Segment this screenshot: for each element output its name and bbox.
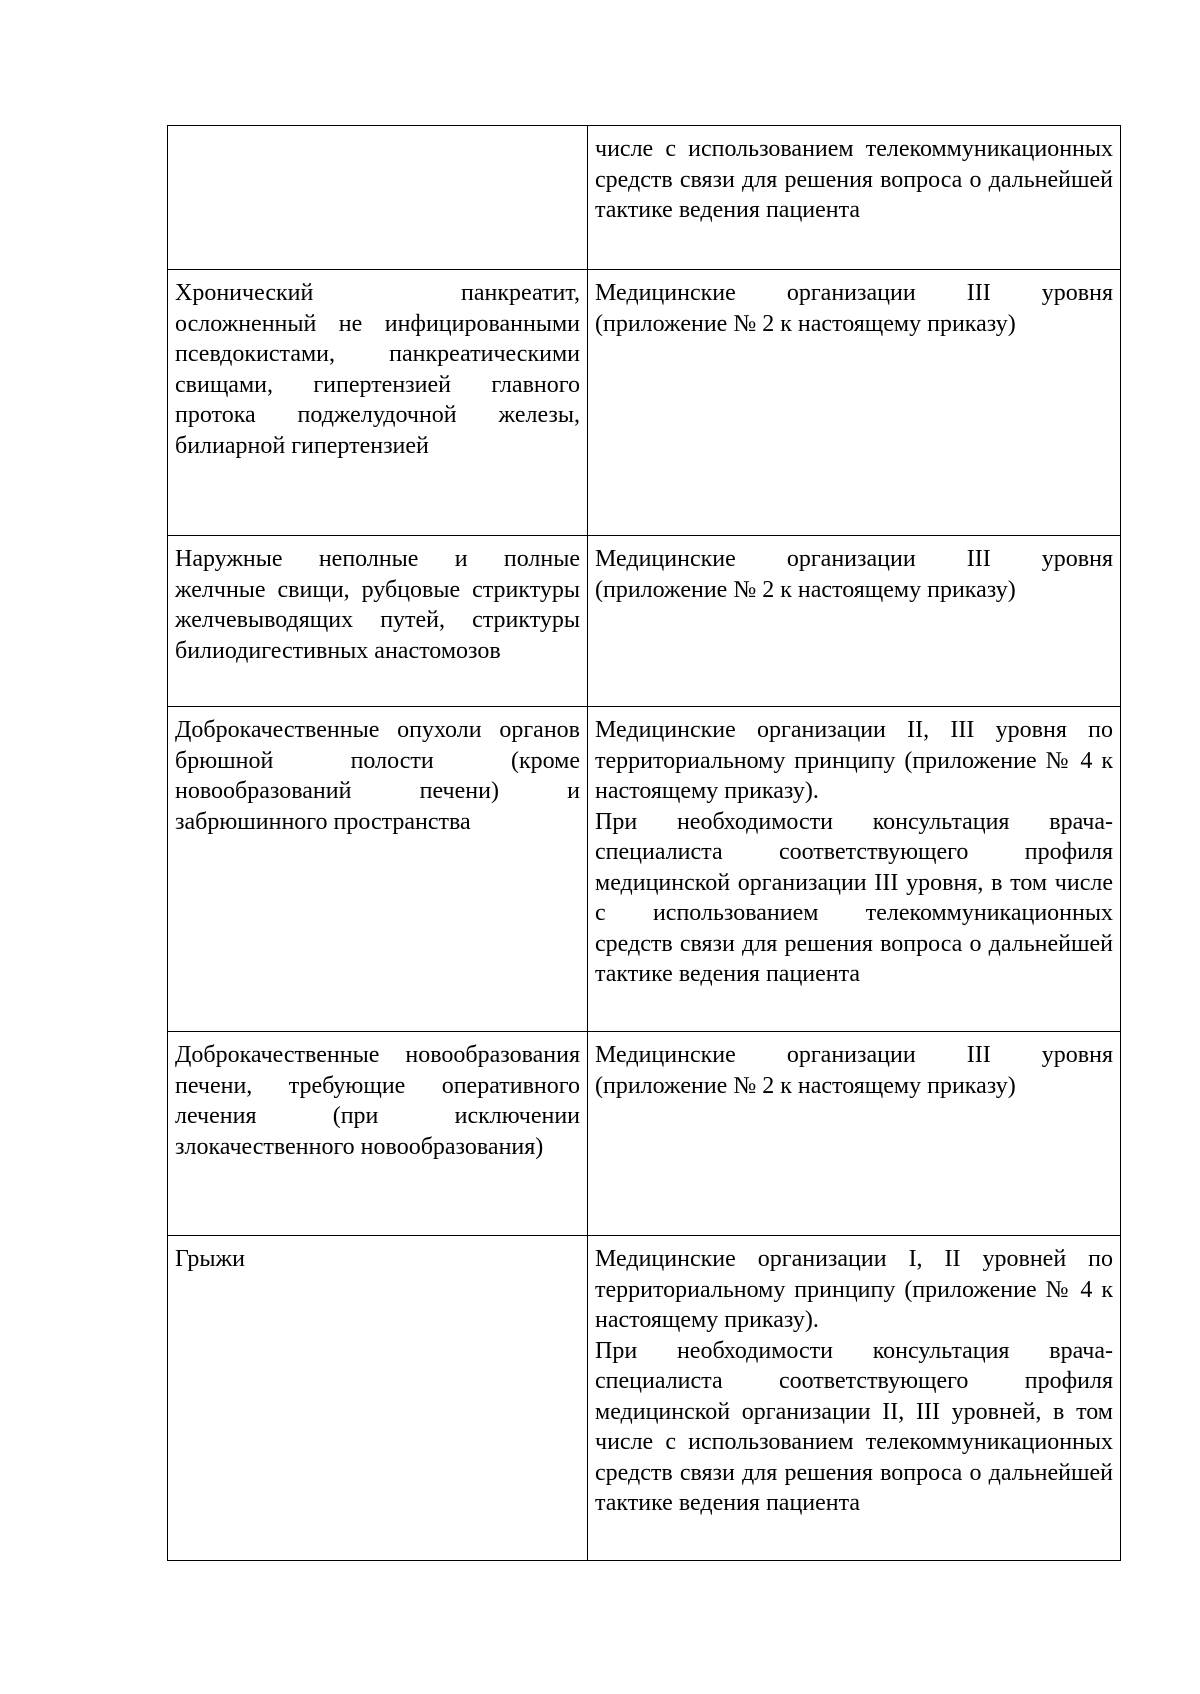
organization-text: числе с использованием телекоммуникационных средств связи для решения вопроса о дальнейшей тактике ведения пациента xyxy=(595,136,1113,223)
organization-text: Медицинские организации II, III уровня по территориальному принципу (приложение № 4 к настоящему приказу). xyxy=(595,717,1113,804)
condition-cell: Доброкачественные новообразования печени, требующие оперативного лечения (при исключении злокачественного новообразования) xyxy=(168,1032,588,1236)
organization-cell xyxy=(588,1236,1121,1561)
condition-cell: Наружные неполные и полные желчные свищи, рубцовые стриктуры желчевыводящих путей, стриктуры билиодигестивных анастомозов xyxy=(168,536,588,707)
organization-text: Медицинские организации III уровня (приложение № 2 к настоящему приказу) xyxy=(595,1042,1113,1099)
table-row xyxy=(168,1236,1121,1561)
organization-cell xyxy=(588,536,1121,707)
routing-table xyxy=(167,125,1121,1561)
condition-cell xyxy=(168,126,588,270)
organization-cell xyxy=(588,270,1121,536)
table-row xyxy=(168,270,1121,536)
condition-cell: Грыжи xyxy=(168,1236,588,1561)
condition-cell: Хронический панкреатит, осложненный не инфицированными псевдокистами, панкреатическими свищами, гипертензией главного протока поджелудочной железы, билиарной гипертензией xyxy=(168,270,588,536)
table-row xyxy=(168,1032,1121,1236)
organization-text: Медицинские организации I, II уровней по территориальному принципу (приложение № 4 к настоящему приказу). xyxy=(595,1246,1113,1333)
table-row xyxy=(168,536,1121,707)
organization-cell xyxy=(588,1032,1121,1236)
organization-cell xyxy=(588,707,1121,1032)
table-row xyxy=(168,707,1121,1032)
organization-text: Медицинские организации III уровня (приложение № 2 к настоящему приказу) xyxy=(595,280,1113,337)
organization-cell xyxy=(588,126,1121,270)
organization-text: Медицинские организации III уровня (приложение № 2 к настоящему приказу) xyxy=(595,546,1113,603)
condition-cell: Доброкачественные опухоли органов брюшной полости (кроме новообразований печени) и забрюшинного пространства xyxy=(168,707,588,1032)
table-row xyxy=(168,126,1121,270)
consultation-text: При необходимости консультация врача-специалиста соответствующего профиля медицинской организации III уровня, в том числе с использованием телекоммуникационных средств связи для решения вопроса о дальнейшей тактике ведения пациента xyxy=(595,808,1113,987)
consultation-text: При необходимости консультация врача-специалиста соответствующего профиля медицинской организации II, III уровней, в том числе с использованием телекоммуникационных средств связи для решения вопроса о дальнейшей тактике ведения пациента xyxy=(595,1337,1113,1516)
